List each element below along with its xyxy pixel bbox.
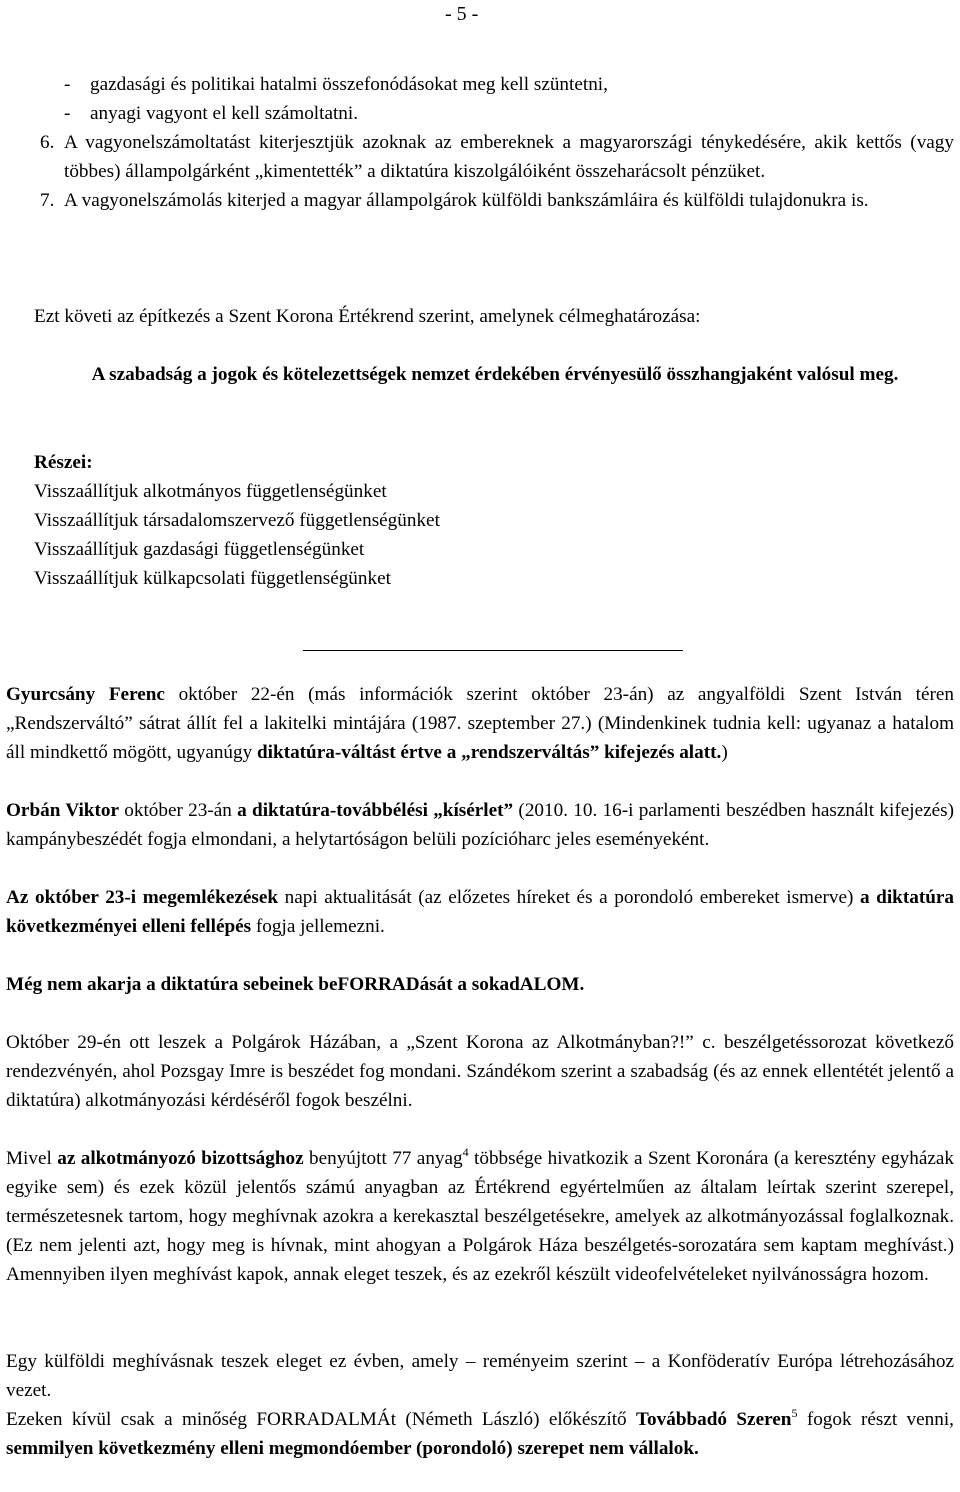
paragraph-polgarok-haza: Október 29-én ott leszek a Polgárok Házában, a „Szent Korona az Alkotmányban?!” c. beszélgetéssorozat következő rendezvényén, ahol Pozsgay Imre is beszédet fog mondani. Szándékom szerint a szabadság (és az ennek ellentétét jelentő a diktatúra) alkotmányozási kérdéséről fogok beszélni.	[6, 1032, 954, 1111]
footnote-ref: 5	[791, 1406, 798, 1420]
dash-marker: -	[64, 103, 71, 124]
separator-line	[303, 650, 683, 651]
list-item	[6, 70, 954, 99]
list-item	[6, 186, 954, 215]
parts-section	[34, 448, 954, 593]
list-item-text: anyagi vagyont el kell számoltatni.	[90, 103, 359, 124]
list-item: Visszaállítjuk társadalomszervező függetlenségünket	[34, 510, 440, 531]
list-number: 7.	[40, 190, 55, 211]
list-item-text: A vagyonelszámoltatást kiterjesztjük azoknak az embereknek a magyarországi ténykedésére, akik kettős (vagy többes) állampolgárként „kimentették” a diktatúra kiszolgálóiként összeharácsolt pénzüket.	[64, 132, 954, 182]
list-item: Visszaállítjuk gazdasági függetlenségünket	[34, 539, 365, 560]
dash-list	[6, 70, 954, 128]
list-number: 6.	[40, 132, 55, 153]
intro-paragraph: Ezt követi az építkezés a Szent Korona Értékrend szerint, amelynek célmeghatározása:	[34, 306, 701, 327]
paragraph-alkotmanyozo: Mivel az alkotmányozó bizottsághoz benyújtott 77 anyag$^4$ többsége hivatkozik a Szent Koronára (a keresztény egyházak egyike sem) és ezek közül jelentős számú anyagban az Értékrend egyértelműen az általam leírtak szerint szerepel, természetesnek tartom, hogy meghívnak azokra a kerekasztal beszélgetésekre, amelyek az alkotmányozással foglalkoznak. (Ez nem jelenti azt, hogy meg is hívnak, mint ahogyan a Polgárok Háza beszélgetés-sorozatára sem kaptam meghívást.) Amennyiben ilyen meghívást kapok, annak eleget teszek, és az ezekről készült videofelvételeket nyilvánosságra hozom.	[6, 1145, 954, 1285]
dash-marker: -	[64, 74, 71, 95]
list-item	[6, 128, 954, 186]
motto: A szabadság a jogok és kötelezettségek nemzet érdekében érvényesülő összhangjaként valósul meg.	[91, 364, 899, 385]
list-item: Visszaállítjuk alkotmányos függetlenségünket	[34, 481, 387, 502]
footnote-ref: 4	[462, 1145, 469, 1159]
list-item-text: gazdasági és politikai hatalmi összefonódásokat meg kell szüntetni,	[90, 74, 608, 95]
paragraph-konfoderativ: Egy külföldi meghívásnak teszek eleget ez évben, amely – reményeim szerint – a Konföderatív Európa létrehozásához vezet.	[6, 1351, 954, 1401]
page-number: - 5 -	[445, 3, 479, 25]
numbered-list	[6, 128, 954, 215]
paragraph-commemoration: Az október 23-i megemlékezések napi aktualitását (az előzetes híreket és a porondoló embereket ismerve) a diktatúra következményei elleni fellépés fogja jellemezni.	[6, 887, 955, 937]
parts-title: Részei:	[34, 452, 93, 473]
paragraph-tovabbado: Ezeken kívül csak a minőség FORRADALMÁt (Németh László) előkészítő Továbbadó Szeren$^5$ fogok részt venni, semmilyen következmény elleni megmondóember (porondoló) szerepet nem vállalok.	[6, 1406, 954, 1459]
paragraph-forradas: Még nem akarja a diktatúra sebeinek beFORRADását a sokadALOM.	[6, 974, 585, 995]
list-item: Visszaállítjuk külkapcsolati függetlenségünket	[34, 568, 391, 589]
list-item	[6, 99, 954, 128]
paragraph-orban: Orbán Viktor október 23-án a diktatúra-továbbélési „kísérlet” (2010. 10. 16-i parlamenti beszédben használt kifejezés) kampánybeszédét fogja elmondani, a helytartóságon belüli pozícióharc jeles eseményeként.	[6, 800, 954, 850]
paragraph-gyurcsany: Gyurcsány Ferenc október 22-én (más információk szerint október 23-án) az angyalföldi Szent István téren „Rendszerváltó” sátrat állít fel a lakitelki mintájára (1987. szeptember 27.) (Mindenkinek tudnia kell: ugyanaz a hatalom áll mindkettő mögött, ugyanúgy diktatúra-váltást értve a „rendszerváltás” kifejezés alatt.)	[6, 684, 954, 763]
list-item-text: A vagyonelszámolás kiterjed a magyar állampolgárok külföldi bankszámláira és külföldi tulajdonukra is.	[64, 190, 869, 211]
